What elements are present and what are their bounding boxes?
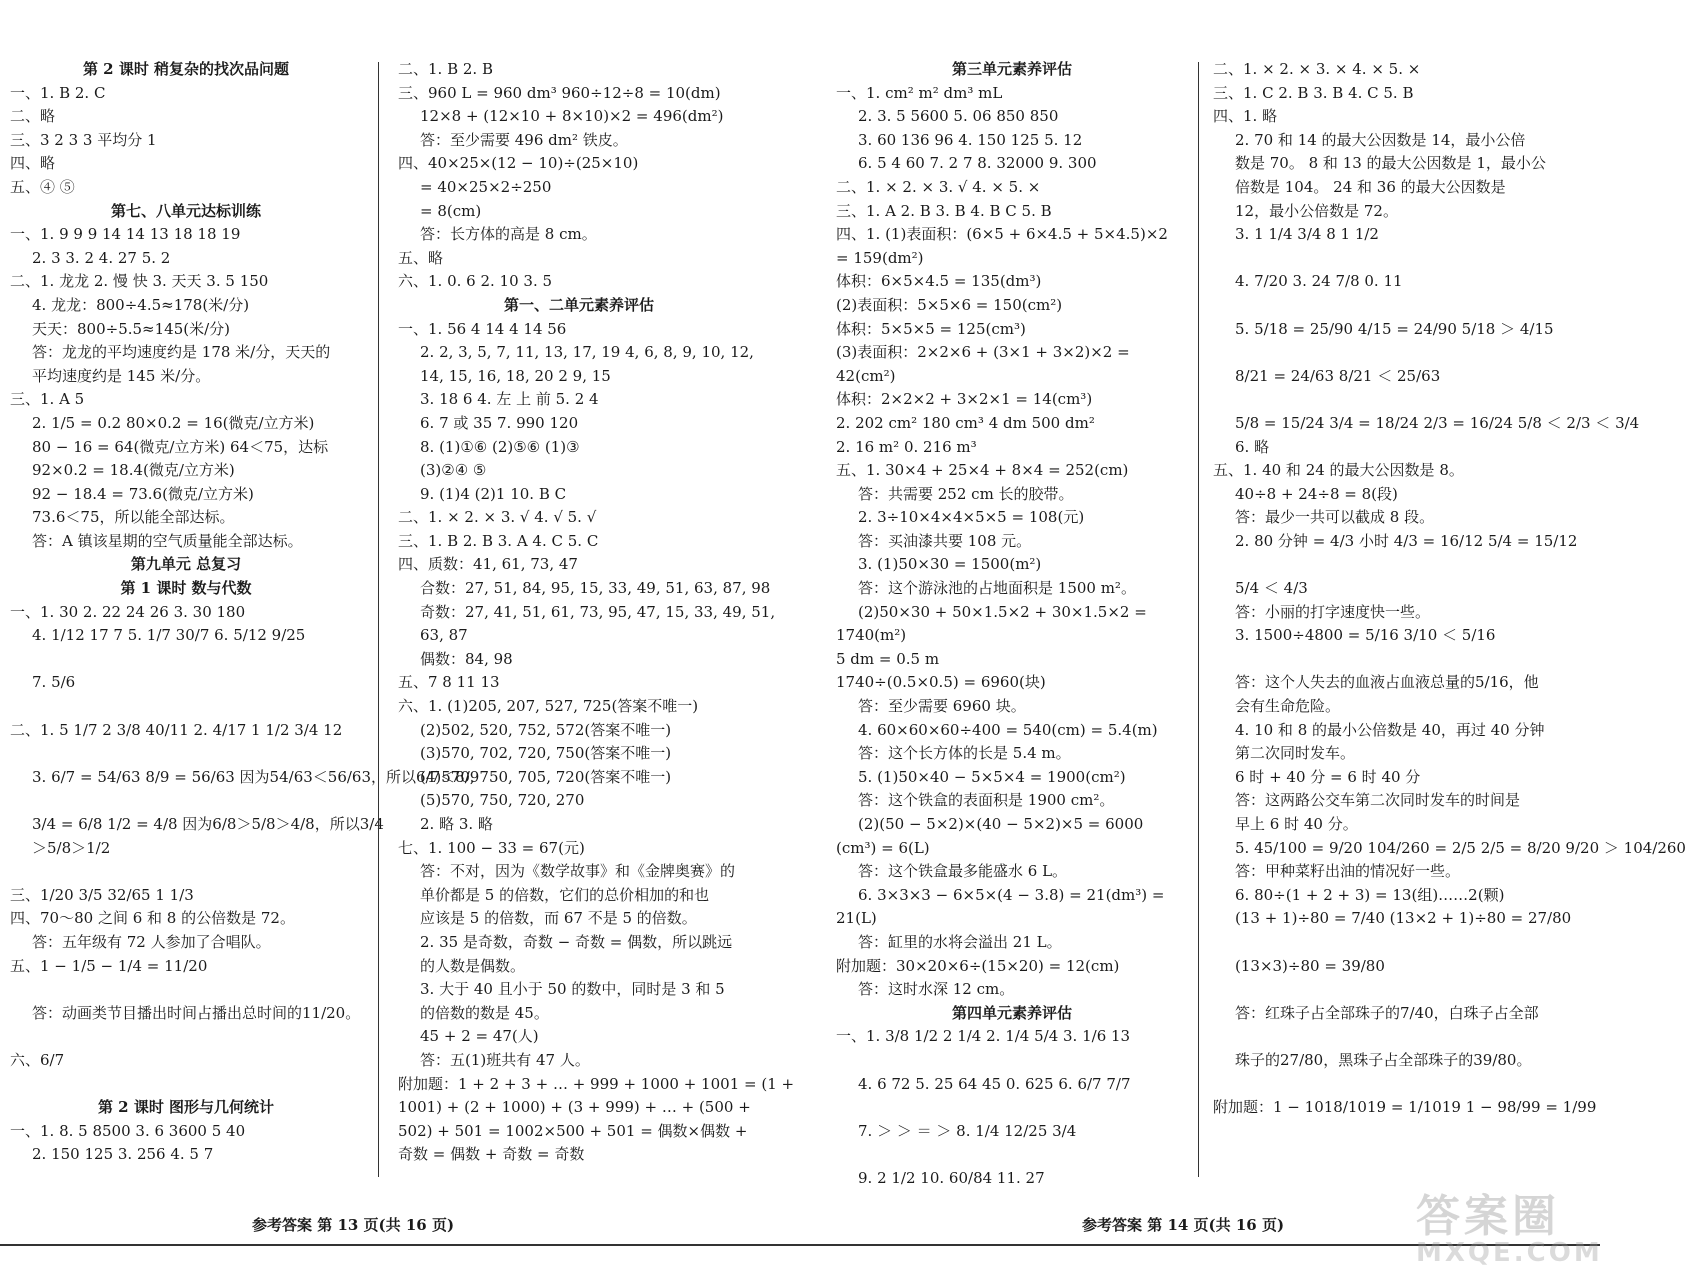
answer-line: 五、1. 30×4 + 25×4 + 8×4 = 252(cm) xyxy=(836,461,1129,480)
answer-line xyxy=(10,789,362,813)
answer-line: 奇数：27, 41, 51, 61, 73, 95, 47, 15, 33, 49, 51, xyxy=(420,602,776,621)
answer-line: 一、1. 3/8 1/2 2 1/4 2. 1/4 5/4 3. 1/6 13 xyxy=(836,1027,1131,1046)
answer-line: 单价都是 5 的倍数，它们的总价相加的和也 xyxy=(420,885,710,904)
answer-line: 92 − 18.4 = 73.6(微克/立方米) xyxy=(32,484,254,503)
answer-line: 三、1. A 5 xyxy=(10,390,85,409)
answer-line: 的倍数的数是 45。 xyxy=(420,1003,549,1022)
answer-line: 5 dm = 0.5 m xyxy=(836,649,940,668)
answer-line: 6 时 + 40 分 = 6 时 40 分 xyxy=(1235,767,1421,786)
answer-line: 2. 3 3. 2 4. 27 5. 2 xyxy=(32,248,171,267)
answer-line: 4. 10 和 8 的最小公倍数是 40，再过 40 分钟 xyxy=(1235,720,1545,739)
answer-line: 二、1. × 2. × 3. √ 4. × 5. × xyxy=(836,177,1041,196)
answer-line: 3. 18 6 4. 左 上 前 5. 2 4 xyxy=(420,390,599,409)
answer-line: 3. 1500÷4800 = 5/16 3/10 ＜ 5/16 xyxy=(1235,626,1496,645)
answer-line: 答：A 镇该星期的空气质量能全部达标。 xyxy=(32,531,303,550)
answer-line: 四、1. 略 xyxy=(1213,107,1278,126)
section-heading: 第九单元 总复习 xyxy=(130,555,242,574)
page-footer-right: 参考答案 第 14 页(共 16 页) xyxy=(1082,1216,1285,1234)
answer-line: = 40×25×2÷250 xyxy=(420,177,552,196)
answer-line xyxy=(836,1049,1188,1073)
answer-line xyxy=(1213,1073,1585,1097)
watermark-url: MXQE.COM xyxy=(1416,1238,1603,1268)
answer-line: 平均速度约是 145 米/分。 xyxy=(32,366,211,385)
answer-line: 一、1. 8. 5 8500 3. 6 3600 5 40 xyxy=(10,1121,246,1140)
answer-line: 6. 3×3×3 − 6×5×(4 − 3.8) = 21(dm³) = xyxy=(858,885,1165,904)
answer-line: 答：共需要 252 cm 长的胶带。 xyxy=(858,484,1074,503)
answer-line xyxy=(1213,1025,1585,1049)
answer-line: 5/4 ＜ 4/3 xyxy=(1235,579,1308,598)
answer-line: 63, 87 xyxy=(420,626,468,645)
answer-line: 6. 80÷(1 + 2 + 3) = 13(组)……2(颗) xyxy=(1235,885,1505,904)
answer-column-3 xyxy=(836,58,1188,1191)
answer-line: 2. 80 分钟 = 4/3 小时 4/3 = 16/12 5/4 = 15/12 xyxy=(1235,531,1578,550)
answer-line: 珠子的27/80，黑珠子占全部珠子的39/80。 xyxy=(1235,1050,1532,1069)
answer-line xyxy=(10,1073,362,1097)
answer-line: 答：这个人失去的血液占血液总量的5/16，他 xyxy=(1235,673,1539,692)
answer-line: 12×8 + (12×10 + 8×10)×2 = 496(dm²) xyxy=(420,107,724,126)
answer-line: 6. 5 4 60 7. 2 7 8. 32000 9. 300 xyxy=(858,154,1097,173)
answer-line: 1001) + (2 + 1000) + (3 + 999) + … + (500 + xyxy=(398,1098,751,1117)
answer-line xyxy=(1213,978,1585,1002)
answer-line: (13×3)÷80 = 39/80 xyxy=(1235,956,1385,975)
answer-line: 体积：6×5×4.5 = 135(dm³) xyxy=(836,272,1042,291)
answer-line: 第二次同时发车。 xyxy=(1235,744,1356,763)
answer-line: 2. 150 125 3. 256 4. 5 7 xyxy=(32,1145,214,1164)
answer-line: 一、1. B 2. C xyxy=(10,83,106,102)
answer-line: (2)表面积：5×5×6 = 150(cm²) xyxy=(836,295,1063,314)
answer-line xyxy=(10,742,362,766)
answer-line: 三、1/20 3/5 32/65 1 1/3 xyxy=(10,885,194,904)
answer-line: 3/4 = 6/8 1/2 = 4/8 因为6/8＞5/8＞4/8，所以3/4 xyxy=(32,815,384,833)
answer-line: 5/8 = 15/24 3/4 = 18/24 2/3 = 16/24 5/8 ＜ 2/3 ＜ 3/4 xyxy=(1235,413,1640,432)
answer-line: 一、1. 56 4 14 4 14 56 xyxy=(398,319,567,338)
answer-line: 合数：27, 51, 84, 95, 15, 33, 49, 51, 63, 87, 98 xyxy=(420,579,771,598)
answer-line: 五、1 − 1/5 − 1/4 = 11/20 xyxy=(10,956,208,975)
answer-line: 9. 2 1/2 10. 60/84 11. 27 xyxy=(858,1168,1045,1187)
answer-line xyxy=(10,978,362,1002)
answer-line: 四、略 xyxy=(10,154,56,173)
answer-line: 答：红珠子占全部珠子的7/40，白珠子占全部 xyxy=(1235,1003,1539,1022)
answer-line: 5. 5/18 = 25/90 4/15 = 24/90 5/18 ＞ 4/15 xyxy=(1235,319,1554,338)
answer-line: 42(cm²) xyxy=(836,366,896,385)
answer-line xyxy=(1213,648,1585,672)
answer-line: 40÷8 + 24÷8 = 8(段) xyxy=(1235,484,1398,503)
answer-line xyxy=(1213,553,1585,577)
section-heading: 第一、二单元素养评估 xyxy=(503,295,654,314)
answer-line: 应该是 5 的倍数，而 67 不是 5 的倍数。 xyxy=(420,909,697,928)
answer-line: = 159(dm²) xyxy=(836,248,924,267)
answer-line: 7. ＞ ＞ ＝ ＞ 8. 1/4 12/25 3/4 xyxy=(858,1121,1077,1140)
answer-line: 92×0.2 = 18.4(微克/立方米) xyxy=(32,461,235,480)
answer-line: 73.6＜75，所以能全部达标。 xyxy=(32,508,235,527)
answer-line: 3. 60 136 96 4. 150 125 5. 12 xyxy=(858,130,1083,149)
answer-line xyxy=(836,1143,1188,1167)
answer-line xyxy=(1213,388,1585,412)
answer-line: 六、1. (1)205, 207, 527, 725(答案不唯一) xyxy=(398,697,699,716)
answer-line: 7. 5/6 xyxy=(32,673,76,692)
answer-line: 二、1. × 2. × 3. √ 4. √ 5. √ xyxy=(398,508,597,527)
answer-line: 2. 1/5 = 0.2 80×0.2 = 16(微克/立方米) xyxy=(32,413,315,432)
answer-line: 会有生命危险。 xyxy=(1235,697,1341,716)
answer-line: 六、1. 0. 6 2. 10 3. 5 xyxy=(398,272,553,291)
answer-line: 四、70～80 之间 6 和 8 的公倍数是 72。 xyxy=(10,909,295,928)
section-heading: 第 1 课时 数与代数 xyxy=(120,579,252,598)
answer-line: 二、1. × 2. × 3. × 4. × 5. × xyxy=(1213,60,1421,78)
answer-line xyxy=(1213,294,1585,318)
answer-line: 3. 6/7 = 54/63 8/9 = 56/63 因为54/63＜56/63，所以6/7＜8/9 xyxy=(32,767,480,786)
answer-line: (3)②④ ⑤ xyxy=(420,461,487,480)
answer-line: 答：长方体的高是 8 cm。 xyxy=(420,225,597,244)
answer-line: 2. 202 cm² 180 cm³ 4 dm 500 dm² xyxy=(836,413,1095,432)
answer-line xyxy=(1213,341,1585,365)
answer-line: 三、3 2 3 3 平均分 1 xyxy=(10,130,157,149)
answer-line: 数是 70。 8 和 13 的最大公因数是 1，最小公 xyxy=(1235,154,1546,173)
answer-line: 3. (1)50×30 = 1500(m²) xyxy=(858,555,1042,574)
answer-line: 七、1. 100 − 33 = 67(元) xyxy=(398,838,585,857)
answer-line: 六、6/7 xyxy=(10,1050,65,1069)
answer-line xyxy=(10,860,362,884)
answer-line: 4. 6 72 5. 25 64 45 0. 625 6. 6/7 7/7 xyxy=(858,1074,1131,1093)
answer-line: 6. 7 或 35 7. 990 120 xyxy=(420,413,579,432)
answer-line: 8. (1)①⑥ (2)⑤⑥ (1)③ xyxy=(420,437,580,456)
section-heading: 第七、八单元达标训练 xyxy=(110,201,261,220)
answer-line: 答：小丽的打字速度快一些。 xyxy=(1235,602,1431,621)
answer-line: 9. (1)4 (2)1 10. B C xyxy=(420,484,567,503)
answer-line: 答：买油漆共要 108 元。 xyxy=(858,531,1032,550)
watermark-text: 答案圈 xyxy=(1416,1191,1560,1242)
answer-line: 答：这个铁盒的表面积是 1900 cm²。 xyxy=(858,791,1115,810)
answer-line: 6. 略 xyxy=(1235,437,1270,456)
answer-line: (3)表面积：2×2×6 + (3×1 + 3×2)×2 = xyxy=(836,343,1130,362)
answer-line: 三、960 L = 960 dm³ 960÷12÷8 = 10(dm) xyxy=(398,83,721,102)
answer-line: 体积：5×5×5 = 125(cm³) xyxy=(836,319,1026,338)
answer-line: 五、略 xyxy=(398,248,444,267)
answer-line xyxy=(836,1096,1188,1120)
answer-line: 附加题：30×20×6÷(15×20) = 12(cm) xyxy=(836,956,1120,975)
section-heading: 第三单元素养评估 xyxy=(951,60,1072,78)
answer-line: (2)(50 − 5×2)×(40 − 5×2)×5 = 6000 xyxy=(858,815,1144,833)
section-heading: 第 2 课时 图形与几何统计 xyxy=(97,1098,275,1117)
answer-line: 2. 略 3. 略 xyxy=(420,815,493,833)
answer-line: 附加题：1 − 1018/1019 = 1/1019 1 − 98/99 = 1/99 xyxy=(1213,1098,1597,1117)
answer-line: 答：至少需要 496 dm² 铁皮。 xyxy=(420,130,628,149)
answer-line: 一、1. 9 9 9 14 14 13 18 18 19 xyxy=(10,225,241,244)
answer-line: 天天：800÷5.5≈145(米/分) xyxy=(32,319,231,338)
answer-line: 二、1. 龙龙 2. 慢 快 3. 天天 3. 5 150 xyxy=(10,272,269,291)
answer-line: 早上 6 时 40 分。 xyxy=(1235,815,1358,833)
answer-line: (cm³) = 6(L) xyxy=(836,838,930,857)
watermark-logo xyxy=(1416,1180,1603,1272)
answer-line xyxy=(10,1025,362,1049)
answer-line: 2. 3÷10×4×4×5×5 = 108(元) xyxy=(858,508,1085,527)
answer-line: 的人数是偶数。 xyxy=(420,956,526,975)
answer-line: 2. 35 是奇数，奇数 − 奇数 = 偶数，所以跳远 xyxy=(420,932,733,951)
answer-line xyxy=(10,648,362,672)
answer-line: 8/21 = 24/63 8/21 ＜ 25/63 xyxy=(1235,366,1441,385)
answer-line: 五、1. 40 和 24 的最大公因数是 8。 xyxy=(1213,461,1464,480)
section-heading: 第 2 课时 稍复杂的找次品问题 xyxy=(82,60,290,78)
answer-line: 二、1. 5 1/7 2 3/8 40/11 2. 4/17 1 1/2 3/4 12 xyxy=(10,720,343,739)
answer-line: 答：最少一共可以截成 8 段。 xyxy=(1235,508,1435,527)
answer-line: 奇数 = 偶数 + 奇数 = 奇数 xyxy=(398,1145,585,1164)
answer-line: 答：这个长方体的长是 5.4 m。 xyxy=(858,744,1071,763)
answer-line: 4. 7/20 3. 24 7/8 0. 11 xyxy=(1235,272,1403,291)
answer-line: 五、7 8 11 13 xyxy=(398,673,500,692)
answer-line: 答：缸里的水将会溢出 21 L。 xyxy=(858,932,1062,951)
answer-line: 答：动画类节目播出时间占播出总时间的11/20。 xyxy=(32,1003,361,1022)
answer-line: 答：五(1)班共有 47 人。 xyxy=(420,1050,590,1069)
answer-line: (4)570, 750, 705, 720(答案不唯一) xyxy=(420,767,672,786)
answer-line: 二、1. B 2. B xyxy=(398,60,493,78)
answer-column-2 xyxy=(398,58,795,1167)
answer-line: 答：龙龙的平均速度约是 178 米/分，天天的 xyxy=(32,343,331,362)
answer-line: 答：不对，因为《数学故事》和《金牌奥赛》的 xyxy=(420,862,736,881)
answer-line: 一、1. cm² m² dm³ mL xyxy=(836,83,1003,102)
answer-line: 2. 70 和 14 的最大公因数是 14，最小公倍 xyxy=(1235,130,1526,149)
answer-line: 体积：2×2×2 + 3×2×1 = 14(cm³) xyxy=(836,390,1093,409)
answer-line: (2)50×30 + 50×1.5×2 + 30×1.5×2 = xyxy=(858,602,1147,621)
answer-line: 4. 1/12 17 7 5. 1/7 30/7 6. 5/12 9/25 xyxy=(32,626,306,645)
answer-line: 80 − 16 = 64(微克/立方米) 64＜75，达标 xyxy=(32,437,329,456)
answer-line: 四、1. (1)表面积：(6×5 + 6×4.5 + 5×4.5)×2 xyxy=(836,225,1168,244)
answer-line: 4. 龙龙：800÷4.5≈178(米/分) xyxy=(32,295,250,314)
column-divider xyxy=(378,62,379,1177)
page-footer-left: 参考答案 第 13 页(共 16 页) xyxy=(252,1216,455,1234)
answer-line: 四、质数：41, 61, 73, 47 xyxy=(398,555,578,574)
answer-line: 14, 15, 16, 18, 20 2 9, 15 xyxy=(420,366,611,385)
answer-line: (13 + 1)÷80 = 7/40 (13×2 + 1)÷80 = 27/80 xyxy=(1235,909,1572,928)
answer-line: 偶数：84, 98 xyxy=(420,649,513,668)
answer-line: 3. 大于 40 且小于 50 的数中，同时是 3 和 5 xyxy=(420,980,725,999)
answer-line: 答：五年级有 72 人参加了合唱队。 xyxy=(32,932,271,951)
answer-line: 3. 1 1/4 3/4 8 1 1/2 xyxy=(1235,225,1379,244)
answer-line: 答：至少需要 6960 块。 xyxy=(858,697,1026,716)
answer-column-4 xyxy=(1213,58,1686,1120)
answer-line: 2. 2, 3, 5, 7, 11, 13, 17, 19 4, 6, 8, 9, 10, 12, xyxy=(420,343,754,362)
answer-line xyxy=(10,695,362,719)
answer-line: 1740÷(0.5×0.5) = 6960(块) xyxy=(836,673,1046,692)
answer-line: 502) + 501 = 1002×500 + 501 = 偶数×偶数 + xyxy=(398,1121,748,1140)
answer-line: 二、略 xyxy=(10,107,56,126)
answer-line: 三、1. A 2. B 3. B 4. B C 5. B xyxy=(836,201,1052,220)
answer-line: 答：这时水深 12 cm。 xyxy=(858,980,1015,999)
answer-line xyxy=(1213,931,1585,955)
answer-line: 5. 45/100 = 9/20 104/260 = 2/5 2/5 = 8/20 9/20 ＞ 104/260 xyxy=(1235,838,1686,857)
answer-line: 四、40×25×(12 − 10)÷(25×10) xyxy=(398,154,639,173)
answer-line: ＞5/8＞1/2 xyxy=(32,838,111,857)
answer-line: 4. 60×60×60÷400 = 540(cm) = 5.4(m) xyxy=(858,720,1158,739)
answer-line: 45 + 2 = 47(人) xyxy=(420,1027,539,1046)
answer-line: 附加题：1 + 2 + 3 + … + 999 + 1000 + 1001 = (1 + xyxy=(398,1074,795,1093)
answer-line: 答：这两路公交车第二次同时发车的时间是 xyxy=(1235,791,1521,810)
answer-line: 12，最小公倍数是 72。 xyxy=(1235,201,1398,220)
answer-line: 答：这个铁盒最多能盛水 6 L。 xyxy=(858,862,1068,881)
answer-line: (5)570, 750, 720, 270 xyxy=(420,791,585,810)
answer-line: 5. (1)50×40 − 5×5×4 = 1900(cm²) xyxy=(858,767,1126,786)
answer-line: 答：甲种菜籽出油的情况好一些。 xyxy=(1235,862,1461,881)
answer-line: 2. 3. 5 5600 5. 06 850 850 xyxy=(858,107,1059,126)
answer-line: 三、1. C 2. B 3. B 4. C 5. B xyxy=(1213,83,1414,102)
answer-line: 1740(m²) xyxy=(836,626,907,645)
answer-line: 2. 16 m² 0. 216 m³ xyxy=(836,437,977,456)
answer-line: 五、④ ⑤ xyxy=(10,177,75,196)
section-heading: 第四单元素养评估 xyxy=(951,1003,1072,1022)
answer-line: 一、1. 30 2. 22 24 26 3. 30 180 xyxy=(10,602,246,621)
answer-line: 倍数是 104。 24 和 36 的最大公因数是 xyxy=(1235,177,1506,196)
answer-line: = 8(cm) xyxy=(420,201,482,220)
answer-line: (3)570, 702, 720, 750(答案不唯一) xyxy=(420,744,672,763)
page-bottom-rule xyxy=(0,1244,1600,1246)
answer-line xyxy=(1213,247,1585,271)
answer-line: (2)502, 520, 752, 572(答案不唯一) xyxy=(420,720,672,739)
answer-line: 三、1. B 2. B 3. A 4. C 5. C xyxy=(398,531,599,550)
answer-line: 答：这个游泳池的占地面积是 1500 m²。 xyxy=(858,579,1136,598)
column-divider xyxy=(1198,62,1199,1177)
answer-line: 21(L) xyxy=(836,909,877,928)
